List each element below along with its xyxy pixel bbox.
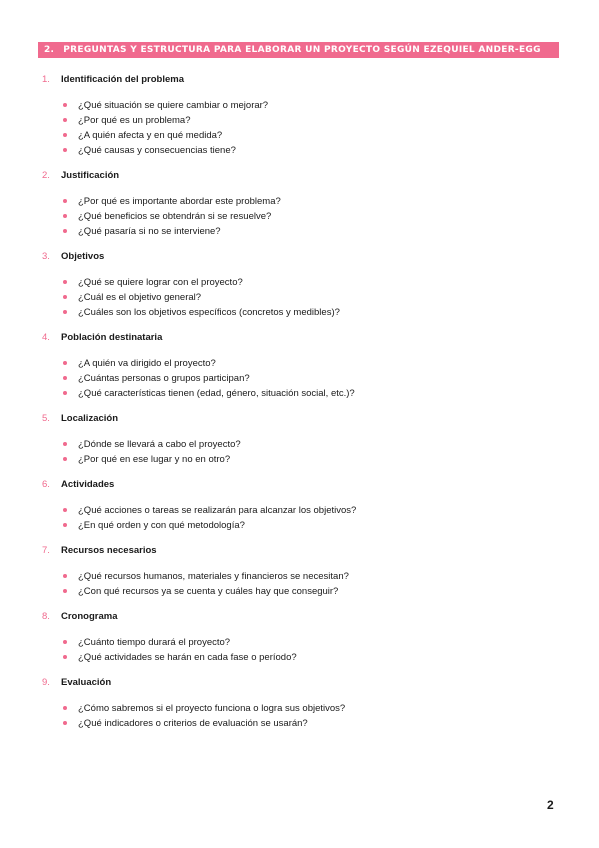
list-item <box>42 635 562 650</box>
question-list <box>42 73 562 731</box>
section-heading <box>42 73 562 86</box>
section-7 <box>42 544 562 599</box>
question-text: ¿Qué se quiere lograr con el proyecto? <box>78 277 243 288</box>
list-item <box>42 437 562 452</box>
section-heading <box>42 250 562 263</box>
section-6 <box>42 478 562 533</box>
question-text: ¿Qué situación se quiere cambiar o mejorar? <box>78 100 269 111</box>
question-text: ¿Qué características tienen (edad, género, situación social, etc.)? <box>78 388 355 399</box>
list-item <box>42 113 562 128</box>
bullet-icon <box>63 310 67 314</box>
question-items <box>42 98 562 158</box>
question-text: ¿A quién va dirigido el proyecto? <box>78 358 216 369</box>
section-heading <box>42 544 562 557</box>
bullet-icon <box>63 214 67 218</box>
header-number: 2. <box>44 45 55 55</box>
section-title: Actividades <box>61 479 115 490</box>
list-item <box>42 224 562 239</box>
question-text: ¿Qué acciones o tareas se realizarán para alcanzar los objetivos? <box>78 505 357 516</box>
question-text: ¿Qué indicadores o criterios de evaluación se usarán? <box>78 718 308 729</box>
list-item <box>42 290 562 305</box>
bullet-icon <box>63 376 67 380</box>
bullet-icon <box>63 721 67 725</box>
section-title: Evaluación <box>61 677 112 688</box>
question-text: ¿Cuánto tiempo durará el proyecto? <box>78 637 231 648</box>
section-number: 5. <box>42 413 50 424</box>
list-item <box>42 386 562 401</box>
question-text: ¿A quién afecta y en qué medida? <box>78 130 223 141</box>
section-header-bar <box>38 42 559 58</box>
list-item <box>42 194 562 209</box>
section-number: 3. <box>42 251 50 262</box>
section-heading <box>42 478 562 491</box>
section-9 <box>42 676 562 731</box>
bullet-icon <box>63 118 67 122</box>
section-number: 1. <box>42 74 50 85</box>
bullet-icon <box>63 574 67 578</box>
question-items <box>42 701 562 731</box>
question-text: ¿Cuáles son los objetivos específicos (concretos y medibles)? <box>78 307 340 318</box>
question-text: ¿Qué pasaría si no se interviene? <box>78 226 221 237</box>
question-items <box>42 503 562 533</box>
bullet-icon <box>63 706 67 710</box>
question-text: ¿Por qué es un problema? <box>78 115 191 126</box>
section-heading <box>42 676 562 689</box>
question-items <box>42 569 562 599</box>
bullet-icon <box>63 508 67 512</box>
bullet-icon <box>63 133 67 137</box>
question-text: ¿Qué recursos humanos, materiales y financieros se necesitan? <box>78 571 349 582</box>
section-title: Población destinataria <box>61 332 163 343</box>
section-2 <box>42 169 562 239</box>
section-title: Recursos necesarios <box>61 545 157 556</box>
section-4 <box>42 331 562 401</box>
question-items <box>42 635 562 665</box>
list-item <box>42 452 562 467</box>
question-text: ¿Qué beneficios se obtendrán si se resuelve? <box>78 211 272 222</box>
question-items <box>42 194 562 239</box>
section-title: Cronograma <box>61 611 118 622</box>
list-item <box>42 371 562 386</box>
bullet-icon <box>63 103 67 107</box>
question-items <box>42 275 562 320</box>
list-item <box>42 569 562 584</box>
bullet-icon <box>63 229 67 233</box>
section-title: Localización <box>61 413 119 424</box>
list-item <box>42 128 562 143</box>
header-title: PREGUNTAS Y ESTRUCTURA PARA ELABORAR UN PROYECTO SEGÚN EZEQUIEL ANDER-EGG <box>63 45 541 55</box>
list-item <box>42 716 562 731</box>
page-number: 2 <box>547 798 554 812</box>
section-heading <box>42 412 562 425</box>
section-heading <box>42 169 562 182</box>
section-number: 8. <box>42 611 50 622</box>
bullet-icon <box>63 391 67 395</box>
bullet-icon <box>63 655 67 659</box>
bullet-icon <box>63 640 67 644</box>
section-number: 4. <box>42 332 50 343</box>
section-title: Justificación <box>61 170 120 181</box>
list-item <box>42 584 562 599</box>
section-heading <box>42 331 562 344</box>
bullet-icon <box>63 199 67 203</box>
question-items <box>42 356 562 401</box>
section-number: 7. <box>42 545 50 556</box>
section-title: Identificación del problema <box>61 74 184 85</box>
question-text: ¿Por qué en ese lugar y no en otro? <box>78 454 231 465</box>
bullet-icon <box>63 523 67 527</box>
section-1 <box>42 73 562 158</box>
section-number: 9. <box>42 677 50 688</box>
question-text: ¿Qué actividades se harán en cada fase o período? <box>78 652 297 663</box>
list-item <box>42 503 562 518</box>
section-8 <box>42 610 562 665</box>
list-item <box>42 305 562 320</box>
bullet-icon <box>63 148 67 152</box>
bullet-icon <box>63 442 67 446</box>
question-text: ¿Dónde se llevará a cabo el proyecto? <box>78 439 241 450</box>
question-text: ¿Por qué es importante abordar este problema? <box>78 196 281 207</box>
list-item <box>42 356 562 371</box>
question-text: ¿Cómo sabremos si el proyecto funciona o logra sus objetivos? <box>78 703 346 714</box>
question-text: ¿Con qué recursos ya se cuenta y cuáles hay que conseguir? <box>78 586 339 597</box>
bullet-icon <box>63 589 67 593</box>
question-text: ¿Cuál es el objetivo general? <box>78 292 202 303</box>
list-item <box>42 143 562 158</box>
bullet-icon <box>63 457 67 461</box>
question-text: ¿En qué orden y con qué metodología? <box>78 520 245 531</box>
question-items <box>42 437 562 467</box>
bullet-icon <box>63 361 67 365</box>
question-text: ¿Qué causas y consecuencias tiene? <box>78 145 236 156</box>
section-title: Objetivos <box>61 251 105 262</box>
section-5 <box>42 412 562 467</box>
section-number: 6. <box>42 479 50 490</box>
list-item <box>42 518 562 533</box>
list-item <box>42 209 562 224</box>
bullet-icon <box>63 280 67 284</box>
bullet-icon <box>63 295 67 299</box>
list-item <box>42 701 562 716</box>
list-item <box>42 98 562 113</box>
list-item <box>42 650 562 665</box>
section-3 <box>42 250 562 320</box>
section-number: 2. <box>42 170 50 181</box>
list-item <box>42 275 562 290</box>
question-text: ¿Cuántas personas o grupos participan? <box>78 373 250 384</box>
section-heading <box>42 610 562 623</box>
